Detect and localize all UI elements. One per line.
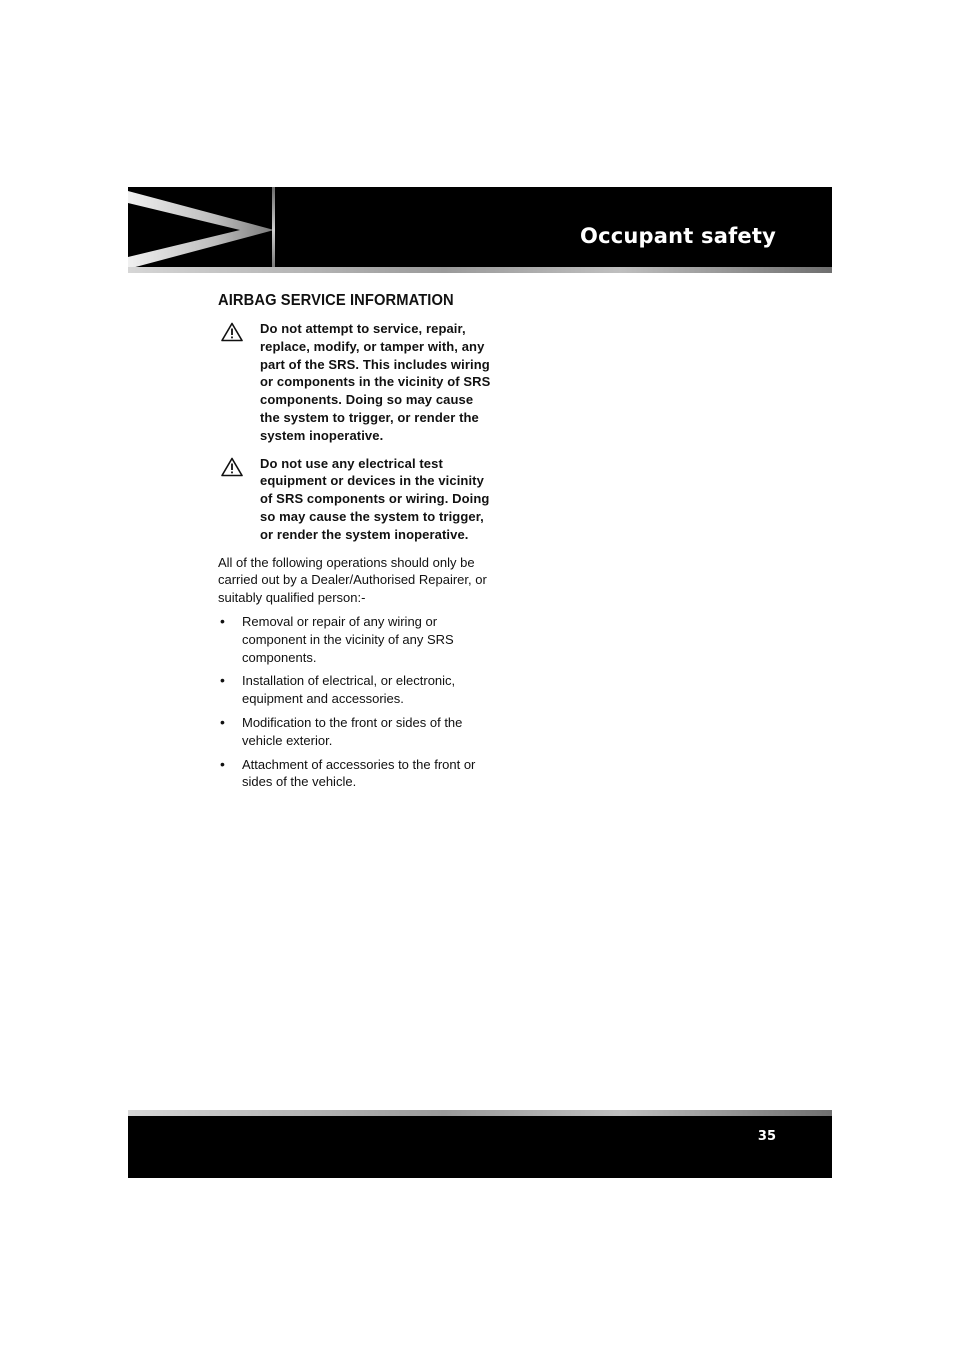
bullet-list [218,613,494,791]
list-item [218,672,494,708]
list-item-text: Modification to the front or sides of the vehicle exterior. [242,714,463,748]
warning-text: Do not use any electrical test equipment or devices in the vicinity of SRS components or wiring. Doing so may cause the system to trigger, or render the system inoperative. [260,455,490,542]
warning-block [218,455,494,544]
warning-text: Do not attempt to service, repair, replace, modify, or tamper with, any part of the SRS. This includes wiring or components in the vicinity of SRS components. Doing so may cause the system to trigger, or render the system inoperative. [260,321,491,443]
list-item [218,613,494,666]
warning-block [218,320,494,445]
warning-triangle-icon [221,322,243,342]
warning-triangle-icon [221,457,243,477]
bullet-icon: • [220,755,225,772]
page-heading: AIRBAG SERVICE INFORMATION [218,292,454,309]
header-underline [128,267,832,273]
main-content [218,292,494,797]
list-item [218,756,494,792]
list-item-text: Attachment of accessories to the front or sides of the vehicle. [242,756,476,790]
bullet-icon: • [220,672,225,689]
footer-band [128,1116,832,1178]
bullet-icon: • [220,612,225,629]
chevron-logo-icon [128,187,276,273]
intro-paragraph: All of the following operations should only be carried out by a Dealer/Authorised Repairer, or suitably qualified person:- [218,554,487,606]
list-item-text: Installation of electrical, or electronic, equipment and accessories. [242,673,456,707]
section-title: Occupant safety [580,224,776,248]
header-divider [272,187,275,273]
bullet-icon: • [220,713,225,730]
page-number: 35 [757,1129,776,1144]
list-item [218,714,494,750]
list-item-text: Removal or repair of any wiring or component in the vicinity of any SRS components. [242,613,454,665]
